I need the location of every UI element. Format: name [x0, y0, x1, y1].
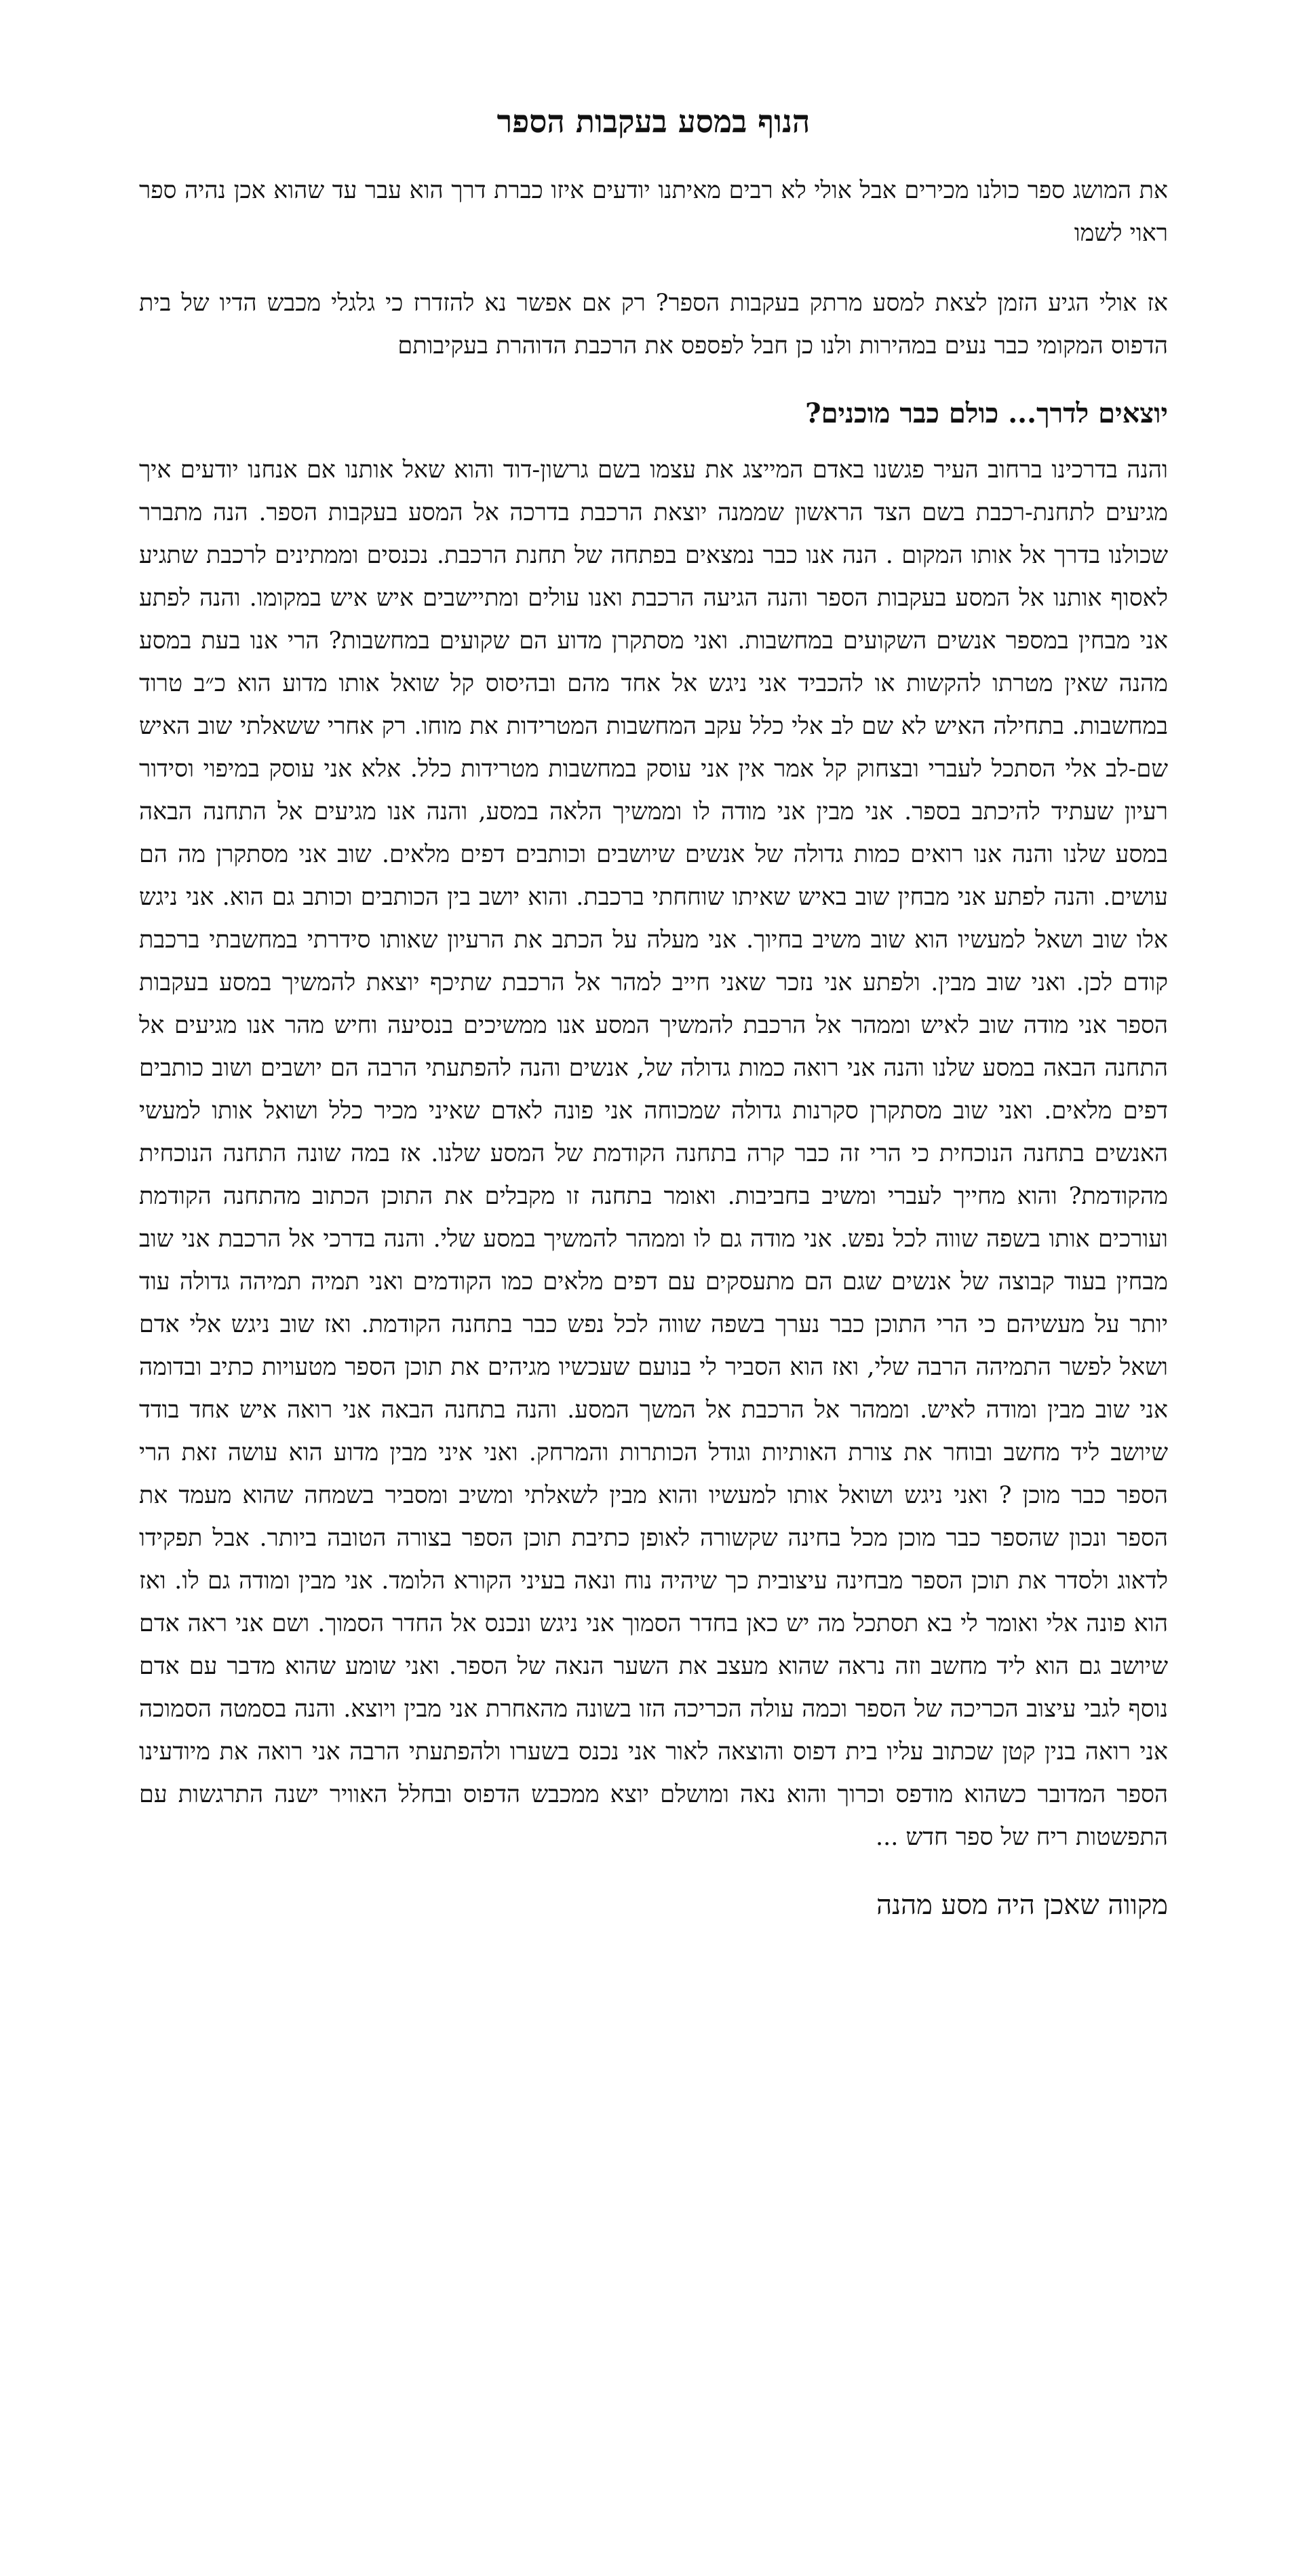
section-subtitle: יוצאים לדרך... כולם כבר מוכנים?	[805, 397, 1168, 429]
closing-line: מקווה שאכן היה מסע מהנה	[876, 1889, 1168, 1921]
story-body-paragraph: והנה בדרכינו ברחוב העיר פגשנו באדם המייצג את עצמו בשם גרשון-דוד והוא שאל אותנו אם אנחנו יודעים איך מגיעים לתחנת-רכבת בשם הצד הראשון שממנה יוצאת הרכבת בדרכה אל המסע בעקבות הספר. הנה מתברר שכולנו בדרך אל אותו המקום . הנה אנו כבר נמצאים בפתחה של תחנת הרכבת. נכנסים וממתינים לרכבת שתגיע לאסוף אותנו אל המסע בעקבות הספר והנה הגיעה הרכבת ואנו עולים ומתיישבים איש איש במקומו. והנה לפתע אני מבחין במספר אנשים השקועים במחשבות. ואני מסתקרן מדוע הם שקועים במחשבות? הרי אנו בעת במסע מהנה שאין מטרתו להקשות או להכביד אני ניגש אל אחד מהם ובהיסוס קל שואל אותו מדוע הוא כ״ב טרוד במחשבות. בתחילה האיש לא שם לב אלי כלל עקב המחשבות המטרידות את מוחו. רק אחרי ששאלתי שוב האיש שם-לב אלי הסתכל לעברי ובצחוק קל אמר אין אני עוסק במחשבות מטרידות כלל. אלא אני עוסק במיפוי וסידור רעיון שעתיד להיכתב בספר. אני מבין אני מודה לו וממשיך הלאה במסע, והנה אנו מגיעים אל התחנה הבאה במסע שלנו והנה אנו רואים כמות גדולה של אנשים שיושבים וכותבים דפים מלאים. שוב אני מסתקרן מה הם עושים. והנה לפתע אני מבחין שוב באיש שאיתו שוחחתי ברכבת. והוא יושב בין הכותבים וכותב גם הוא. אני ניגש אלו שוב ושאל למעשיו הוא שוב משיב בחיוך. אני מעלה על הכתב את הרעיון שאותו סידרתי במחשבתי ברכבת קודם לכן. ואני שוב מבין. ולפתע אני נזכר שאני חייב למהר אל הרכבת שתיכף יוצאת להמשיך במסע בעקבות הספר אני מודה שוב לאיש וממהר אל הרכבת להמשיך המסע אנו ממשיכים בנסיעה וחיש מהר אנו מגיעים אל התחנה הבאה במסע שלנו והנה אני רואה כמות גדולה של, אנשים והנה להפתעתי הרבה הם יושבים ושוב כותבים דפים מלאים. ואני שוב מסתקרן סקרנות גדולה שמכוחה אני פונה לאדם שאיני מכיר כלל ושואל אותו למעשי האנשים בתחנה הנוכחית כי הרי זה כבר קרה בתחנה הקודמת של המסע שלנו. אז במה שונה התחנה הנוכחית מהקודמת? והוא מחייך לעברי ומשיב בחביבות. ואומר בתחנה זו מקבלים את התוכן הכתוב מהתחנה הקודמת ועורכים אותו בשפה שווה לכל נפש. אני מודה גם לו וממהר להמשיך במסע שלי. והנה בדרכי אל הרכבת אני שוב מבחין בעוד קבוצה של אנשים שגם הם מתעסקים עם דפים מלאים כמו הקודמים ואני תמיה תמיהה גדולה עוד יותר על מעשיהם כי הרי התוכן כבר נערך בשפה שווה לכל נפש כבר בתחנה הקודמת. ואז שוב ניגש אלי אדם ושאל לפשר התמיהה הרבה שלי, ואז הוא הסביר לי בנועם שעכשיו מגיהים את תוכן הספר מטעויות כתיב ובדומה אני שוב מבין ומודה לאיש. וממהר אל הרכבת אל המשך המסע. והנה בתחנה הבאה אני רואה איש אחד בודד שיושב ליד מחשב ובוחר את צורת האותיות וגודל הכותרות והמרחק. ואני איני מבין מדוע הוא עושה זאת הרי הספר כבר מוכן ? ואני ניגש ושואל אותו למעשיו והוא מבין לשאלתי ומשיב ומסביר בשמחה שהוא מעמד את הספר ונכון שהספר כבר מוכן מכל בחינה שקשורה לאופן כתיבת תוכן הספר בצורה הטובה ביותר. אבל תפקידו לדאוג ולסדר את תוכן הספר מבחינה עיצובית כך שיהיה נוח ונאה בעיני הקורא הלומד. אני מבין ומודה גם לו. ואז הוא פונה אלי ואומר לי בא תסתכל מה יש כאן בחדר הסמוך אני ניגש ונכנס אל החדר הסמוך. ושם אני ראה אדם שיושב גם הוא ליד מחשב וזה נראה שהוא מעצב את השער הנאה של הספר. ואני שומע שהוא מדבר עם אדם נוסף לגבי עיצוב הכריכה של הספר וכמה עולה הכריכה הזו בשונה מהאחרת אני מבין ויוצא. והנה בסמטה הסמוכה אני רואה בנין קטן שכתוב עליו בית דפוס והוצאה לאור אני נכנס בשערו ולהפתעתי הרבה אני רואה את מיודעינו הספר המדובר כשהוא מודפס וכרוך והוא נאה ומושלם יוצא ממכבש הדפוס ובחלל האוויר ישנה התרגשות עם התפשטות ריח של ספר חדש ...	[139, 456, 1169, 1851]
page-title: הנוף במסע בעקבות הספר	[496, 103, 811, 140]
intro-paragraph: את המושג ספר כולנו מכירים אבל אולי לא רבים מאיתנו יודעים איזו כברת דרך הוא עבר עד שהוא אכן נהיה ספר ראוי לשמו	[139, 176, 1168, 247]
invitation-paragraph: אז אולי הגיע הזמן לצאת למסע מרתק בעקבות הספר? רק אם אפשר נא להזדרז כי גלגלי מכבש הדיו של בית הדפוס המקומי כבר נעים במהירות ולנו כן חבל לפספס את הרכבת הדוהרת בעקיבותם	[139, 289, 1168, 359]
